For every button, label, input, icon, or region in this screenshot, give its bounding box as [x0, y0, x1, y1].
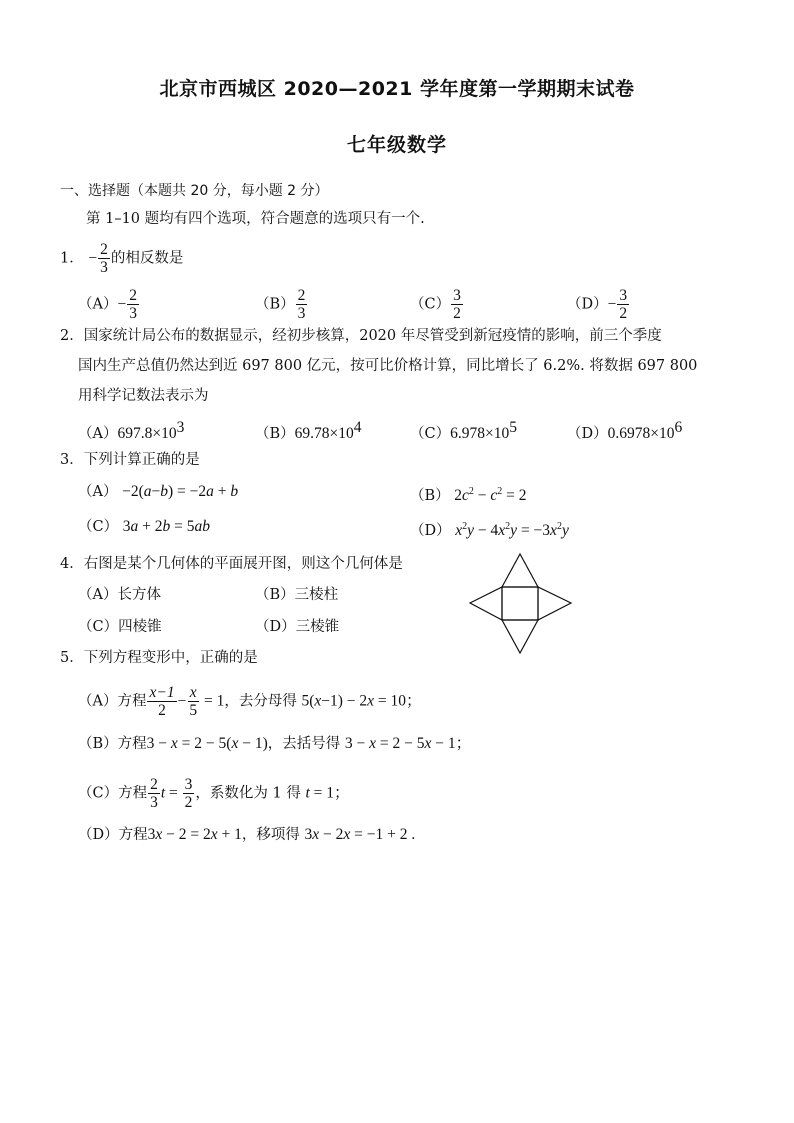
- question-2-line-2: 国内生产总值仍然达到近 697 800 亿元，按可比价格计算，同比增长了 6.2%. 将数据 697 800: [78, 358, 698, 374]
- q1-option-d[interactable]: [567, 287, 630, 322]
- question-number: 5．: [60, 650, 84, 666]
- question-2-line-1: [60, 326, 662, 346]
- net-triangle-bottom: [502, 620, 538, 653]
- pyramid-net-figure: [468, 552, 574, 656]
- option-label: （B）: [78, 736, 118, 752]
- option-label: （A）: [78, 693, 118, 710]
- q5-option-b[interactable]: [78, 734, 471, 754]
- question-5: [60, 648, 258, 668]
- option-expression: 3 − x = 2 − 5x − 1；: [344, 735, 472, 752]
- fraction-numerator: x: [189, 684, 197, 701]
- option-expression: 3x − 2x = −1 + 2 .: [304, 826, 416, 843]
- q3-option-a[interactable]: [78, 482, 238, 502]
- option-expression: t = 1；: [305, 784, 350, 802]
- option-value: 69.78×10: [294, 425, 354, 442]
- option-label: （A）: [78, 484, 118, 500]
- net-triangle-right: [538, 587, 571, 620]
- q4-option-c[interactable]: [78, 617, 162, 637]
- option-label: （C）: [410, 426, 451, 442]
- q2-option-c[interactable]: [410, 418, 517, 444]
- q3-option-d[interactable]: [410, 517, 569, 541]
- question-number: 1．: [60, 250, 84, 267]
- fraction-numerator: 2: [100, 241, 108, 258]
- option-label: （B）: [410, 488, 450, 504]
- net-triangle-top: [502, 554, 538, 587]
- option-label: （D）: [567, 426, 608, 442]
- option-label: （C）: [78, 785, 119, 802]
- exponent: 4: [353, 419, 362, 436]
- q1-option-b[interactable]: [255, 287, 308, 322]
- option-value: 0.6978×10: [607, 425, 675, 442]
- fraction: [617, 287, 629, 322]
- option-text: 方程: [118, 785, 148, 802]
- fraction-denominator: 3: [150, 794, 158, 811]
- option-text: 方程: [117, 736, 147, 752]
- fraction-numerator: 2: [129, 287, 137, 304]
- fraction-numerator: 2: [150, 776, 158, 793]
- option-value: 6.978×10: [450, 425, 510, 442]
- fraction: [148, 776, 160, 811]
- exponent: 5: [509, 419, 517, 436]
- option-expression: $2c^2 - c^2 = 2$: [454, 486, 527, 504]
- section-note: 第 1–10 题均有四个选项，符合题意的选项只有一个.: [86, 211, 425, 227]
- question-1: [60, 241, 183, 276]
- question-stem: 下列方程变形中，正确的是: [83, 650, 258, 666]
- q5-option-a[interactable]: （A）方程 $\frac{x-1}{2}$ − $\frac{x}{5}$ = 1，去分母得 5(x−1) − 2x = 10；: [78, 684, 422, 719]
- option-label: （B）: [255, 426, 295, 442]
- option-label: （B）: [255, 296, 295, 313]
- q2-option-d[interactable]: [567, 418, 682, 444]
- option-text: 长方体: [117, 587, 161, 603]
- q3-option-b[interactable]: [410, 482, 527, 506]
- option-expression: −2(a−b) = −2a + b: [122, 483, 239, 500]
- exponent: 6: [674, 419, 683, 436]
- option-text: 三棱柱: [294, 587, 339, 603]
- option-label: （C）: [78, 619, 119, 635]
- option-label: （B）: [255, 587, 295, 603]
- fraction: [183, 776, 195, 811]
- math-sign: −: [607, 295, 617, 313]
- question-number: 2．: [60, 328, 84, 344]
- net-triangle-left: [470, 587, 502, 620]
- option-text: 方程: [118, 827, 148, 843]
- fraction: [127, 287, 139, 322]
- option-expression: $x^2y - 4x^2y = -3x^2y$: [455, 521, 569, 539]
- option-text: 三棱锥: [295, 619, 340, 635]
- net-square-base: [502, 587, 538, 620]
- q4-option-a[interactable]: [78, 585, 161, 605]
- math-sign: −: [117, 295, 127, 313]
- option-text: ，去分母得: [224, 693, 297, 710]
- section-heading: 一、选择题（本题共 20 分，每小题 2 分）: [60, 183, 329, 199]
- fraction-denominator: 3: [129, 305, 137, 322]
- option-text: ，移项得: [241, 827, 300, 843]
- q4-option-d[interactable]: [255, 617, 339, 637]
- fraction-numerator: x−1: [149, 684, 175, 701]
- question-number: 3．: [60, 452, 84, 468]
- fraction-denominator: 5: [189, 702, 198, 719]
- option-label: （A）: [78, 587, 118, 603]
- question-number: 4．: [60, 556, 84, 572]
- question-4: [60, 554, 403, 574]
- question-stem: 右图是某个几何体的平面展开图，则这个几何体是: [83, 556, 403, 572]
- fraction: [296, 287, 308, 322]
- fraction-numerator: 3: [184, 776, 193, 793]
- option-label: （A）: [78, 426, 118, 442]
- question-stem: 国家统计局公布的数据显示，经初步核算，2020 年尽管受到新冠疫情的影响，前三个季度: [83, 328, 662, 344]
- fraction: [451, 287, 463, 322]
- fraction-numerator: 2: [297, 287, 306, 304]
- q5-option-d[interactable]: [78, 825, 415, 845]
- question-3: [60, 450, 200, 470]
- option-expression: 5(x−1) − 2x = 10；: [301, 692, 422, 710]
- option-text: 四棱锥: [118, 619, 162, 635]
- option-label: （C）: [410, 296, 451, 313]
- q2-option-a[interactable]: [78, 418, 184, 444]
- exam-subtitle: 七年级数学: [346, 134, 447, 156]
- question-2-line-3: 用科学记数法表示为: [78, 388, 209, 404]
- q1-option-a[interactable]: [78, 287, 140, 322]
- fraction-denominator: 2: [158, 702, 166, 719]
- fraction-denominator: 2: [453, 305, 461, 322]
- fraction-denominator: 2: [184, 794, 193, 811]
- fraction: [147, 684, 176, 719]
- q5-option-c[interactable]: （C）方程 $\frac{2}{3}$ t = $\frac{3}{2}$ ，系数化为 1 得 t = 1；: [78, 776, 350, 811]
- fraction: [187, 684, 199, 719]
- option-label: （A）: [78, 296, 118, 313]
- question-stem: 的相反数是: [110, 250, 184, 267]
- option-expression: 3x − 2 = 2x + 1: [147, 826, 242, 843]
- option-label: （D）: [78, 827, 119, 843]
- exponent: 3: [176, 419, 185, 436]
- math-sign: −: [88, 249, 98, 267]
- exam-title: 北京市西城区 2020—2021 学年度第一学期期末试卷: [159, 78, 635, 100]
- q1-option-c[interactable]: [410, 287, 464, 322]
- option-expression: 3a + 2b = 5ab: [122, 518, 210, 535]
- option-label: （C）: [78, 519, 119, 535]
- option-text: ，系数化为 1 得: [195, 785, 301, 802]
- option-text: 方程: [117, 693, 147, 710]
- option-label: （D）: [567, 296, 608, 313]
- option-label: （D）: [255, 619, 296, 635]
- fraction-numerator: 3: [453, 287, 461, 304]
- question-stem: 下列计算正确的是: [83, 452, 200, 468]
- option-text: ，去括号得: [267, 736, 341, 752]
- fraction: [98, 241, 110, 276]
- option-expression: 3 − x = 2 − 5(x − 1): [146, 735, 268, 752]
- fraction-denominator: 3: [100, 259, 108, 276]
- fraction-denominator: 2: [619, 305, 628, 322]
- fraction-numerator: 3: [619, 287, 628, 304]
- q2-option-b[interactable]: [255, 418, 362, 444]
- option-value: 697.8×10: [117, 425, 177, 442]
- q4-option-b[interactable]: [255, 585, 338, 605]
- fraction-denominator: 3: [297, 305, 306, 322]
- q3-option-c[interactable]: [78, 517, 210, 537]
- option-label: （D）: [410, 523, 451, 539]
